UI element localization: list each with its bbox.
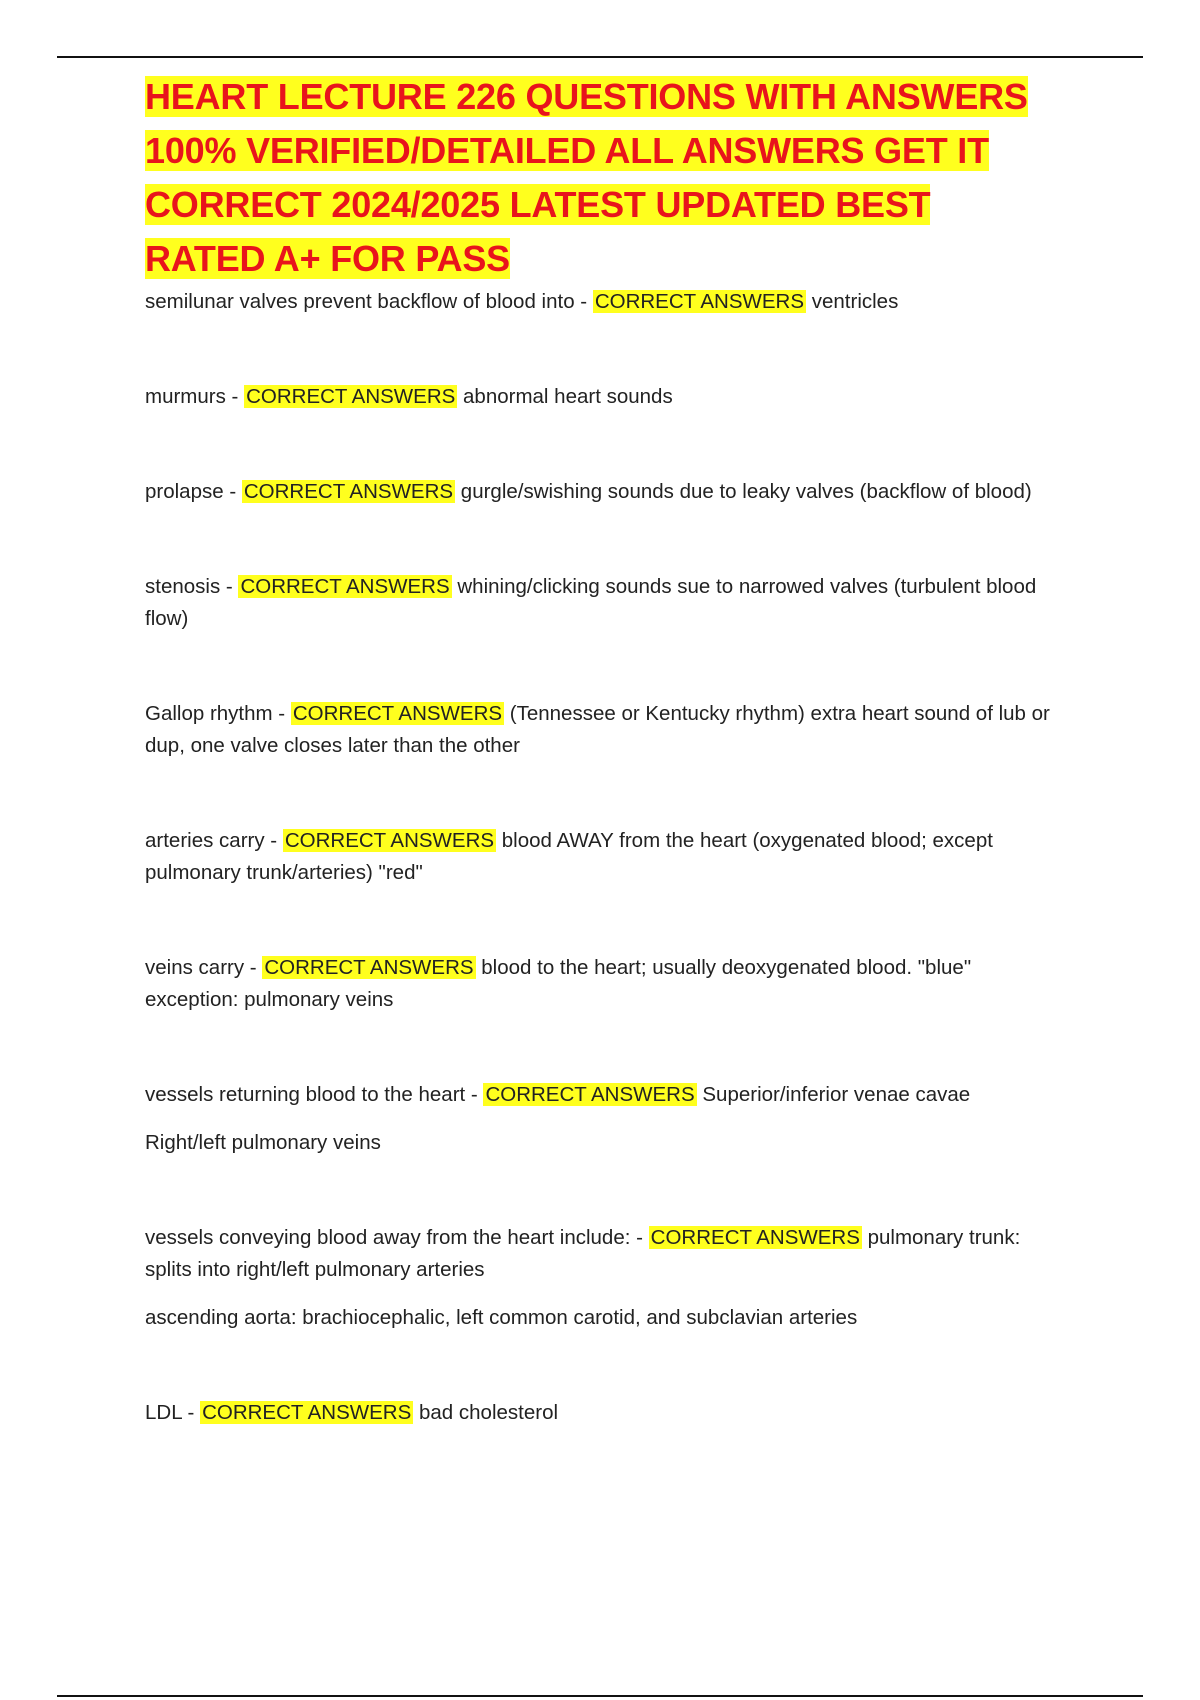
- question-text: prolapse -: [145, 480, 237, 503]
- top-rule: [57, 56, 1143, 58]
- answer-text: pulmonary trunk: splits into right/left pulmonary arteries: [145, 1226, 1021, 1281]
- bottom-rule: [57, 1695, 1143, 1697]
- correct-answers-badge: CORRECT ANSWERS: [292, 702, 503, 725]
- question-text: semilunar valves prevent backflow of blood into -: [145, 290, 588, 313]
- qa-line: [145, 825, 1050, 889]
- qa-item: [145, 476, 1050, 508]
- correct-answers-badge: CORRECT ANSWERS: [243, 480, 454, 503]
- correct-answers-badge: CORRECT ANSWERS: [485, 1083, 695, 1106]
- qa-item: [145, 1079, 1050, 1159]
- qa-item: [145, 571, 1050, 635]
- qa-line: [145, 286, 1050, 318]
- answer-text: ventricles: [811, 290, 899, 313]
- document-title: [145, 70, 1050, 286]
- answer-extra-line: Right/left pulmonary veins: [145, 1131, 381, 1154]
- correct-answers-badge: CORRECT ANSWERS: [284, 829, 495, 852]
- qa-line: [145, 476, 1050, 508]
- correct-answers-badge: CORRECT ANSWERS: [246, 385, 456, 408]
- qa-line: [145, 1397, 1050, 1429]
- correct-answers-badge: CORRECT ANSWERS: [240, 575, 450, 598]
- correct-answers-badge: CORRECT ANSWERS: [594, 290, 805, 313]
- qa-item: [145, 1222, 1050, 1334]
- correct-answers-badge: CORRECT ANSWERS: [202, 1401, 412, 1424]
- question-text: vessels conveying blood away from the heart include: -: [145, 1226, 643, 1249]
- answer-text: Superior/inferior venae cavae: [702, 1083, 971, 1106]
- correct-answers-badge: CORRECT ANSWERS: [650, 1226, 860, 1249]
- qa-line: [145, 698, 1050, 762]
- question-text: murmurs -: [145, 385, 239, 408]
- question-text: stenosis -: [145, 575, 233, 598]
- question-text: LDL -: [145, 1401, 195, 1424]
- question-text: veins carry -: [145, 956, 257, 979]
- qa-item: [145, 825, 1050, 889]
- qa-line: [145, 381, 1050, 413]
- qa-line: [145, 1222, 1050, 1286]
- correct-answers-badge: CORRECT ANSWERS: [264, 956, 474, 979]
- answer-text: bad cholesterol: [419, 1401, 559, 1424]
- qa-item: [145, 1397, 1050, 1429]
- qa-item: [145, 952, 1050, 1016]
- qa-line: [145, 571, 1050, 635]
- question-text: vessels returning blood to the heart -: [145, 1083, 478, 1106]
- answer-text: blood to the heart; usually deoxygenated blood. "blue" exception: pulmonary veins: [145, 956, 972, 1011]
- answer-text: abnormal heart sounds: [463, 385, 673, 408]
- question-text: arteries carry -: [145, 829, 278, 852]
- answer-text: blood AWAY from the heart (oxygenated blood; except pulmonary trunk/arteries) "red": [145, 829, 993, 884]
- answer-text: (Tennessee or Kentucky rhythm) extra heart sound of lub or dup, one valve closes later than the other: [145, 702, 1050, 757]
- qa-list: [145, 286, 1050, 1429]
- document-body: [145, 70, 1050, 1429]
- qa-item: [145, 286, 1050, 318]
- document-title-text: HEART LECTURE 226 QUESTIONS WITH ANSWERS 100% VERIFIED/DETAILED ALL ANSWERS GET IT CORRECT 2024/2025 LATEST UPDATED BEST RATED A+ FOR PASS: [145, 76, 1028, 279]
- answer-text: gurgle/swishing sounds due to leaky valves (backflow of blood): [460, 480, 1032, 503]
- answer-extra-line: ascending aorta: brachiocephalic, left common carotid, and subclavian arteries: [145, 1306, 858, 1329]
- answer-text: whining/clicking sounds sue to narrowed valves (turbulent blood flow): [145, 575, 1037, 630]
- qa-line: [145, 952, 1050, 1016]
- qa-item: [145, 698, 1050, 762]
- question-text: Gallop rhythm -: [145, 702, 286, 725]
- qa-item: [145, 381, 1050, 413]
- qa-line: [145, 1079, 1050, 1111]
